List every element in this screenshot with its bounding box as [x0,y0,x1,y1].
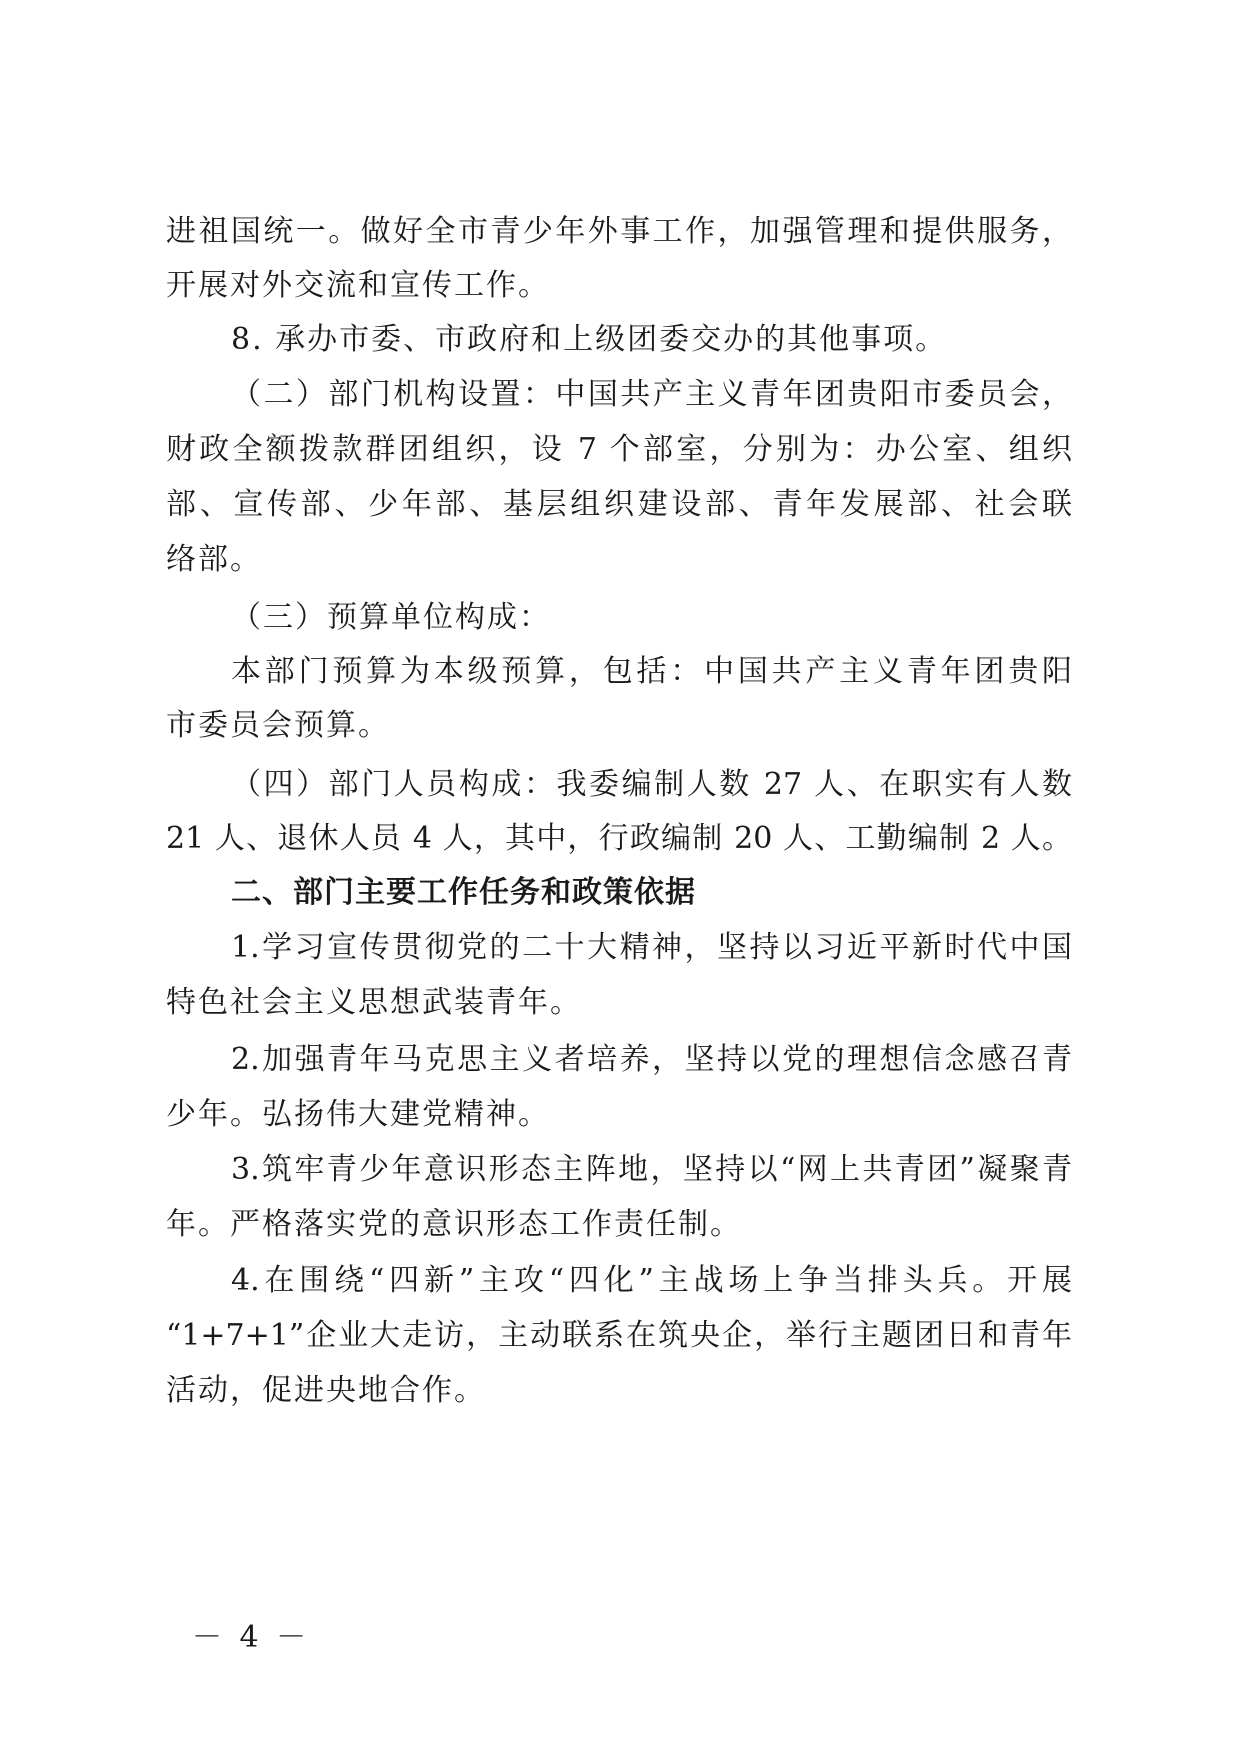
section-heading: 二、部门主要工作任务和政策依据 [231,875,696,910]
paragraph-line: （二）部门机构设置：中国共产主义青年团贵阳市委员会， [231,377,1072,412]
paragraph-line: 部、宣传部、少年部、基层组织建设部、青年发展部、社会联 [166,487,1072,522]
section-subheading: （三）预算单位构成： [231,600,551,635]
paragraph-line: “1+7+1”企业大走访，主动联系在筑央企，举行主题团日和青年 [166,1318,1072,1353]
paragraph-line: 21 人、退休人员 4 人，其中，行政编制 20 人、工勤编制 2 人。 [166,821,1072,856]
page-number: － 4 － [192,1620,311,1655]
paragraph-line: 3.筑牢青少年意识形态主阵地，坚持以“网上共青团”凝聚青 [231,1152,1072,1187]
paragraph-line: 络部。 [166,542,262,577]
paragraph-line: 2.加强青年马克思主义者培养，坚持以党的理想信念感召青 [231,1042,1072,1077]
paragraph-line: 特色社会主义思想武装青年。 [166,985,582,1020]
paragraph-line: 少年。弘扬伟大建党精神。 [166,1097,550,1132]
paragraph-line: 开展对外交流和宣传工作。 [166,268,550,303]
paragraph-line: （四）部门人员构成：我委编制人数 27 人、在职实有人数 [231,767,1072,802]
paragraph-line: 进祖国统一。做好全市青少年外事工作，加强管理和提供服务， [166,214,1072,249]
paragraph-line: 1.学习宣传贯彻党的二十大精神，坚持以习近平新时代中国 [231,930,1072,965]
paragraph-line: 4.在围绕“四新”主攻“四化”主战场上争当排头兵。开展 [231,1263,1072,1298]
paragraph-line: 年。严格落实党的意识形态工作责任制。 [166,1207,742,1242]
paragraph-line: 活动，促进央地合作。 [166,1373,486,1408]
paragraph-line: 8. 承办市委、市政府和上级团委交办的其他事项。 [231,322,948,357]
paragraph-line: 本部门预算为本级预算，包括：中国共产主义青年团贵阳 [231,654,1072,689]
paragraph-line: 市委员会预算。 [166,708,390,743]
paragraph-line: 财政全额拨款群团组织，设 7 个部室，分别为：办公室、组织 [166,432,1072,467]
